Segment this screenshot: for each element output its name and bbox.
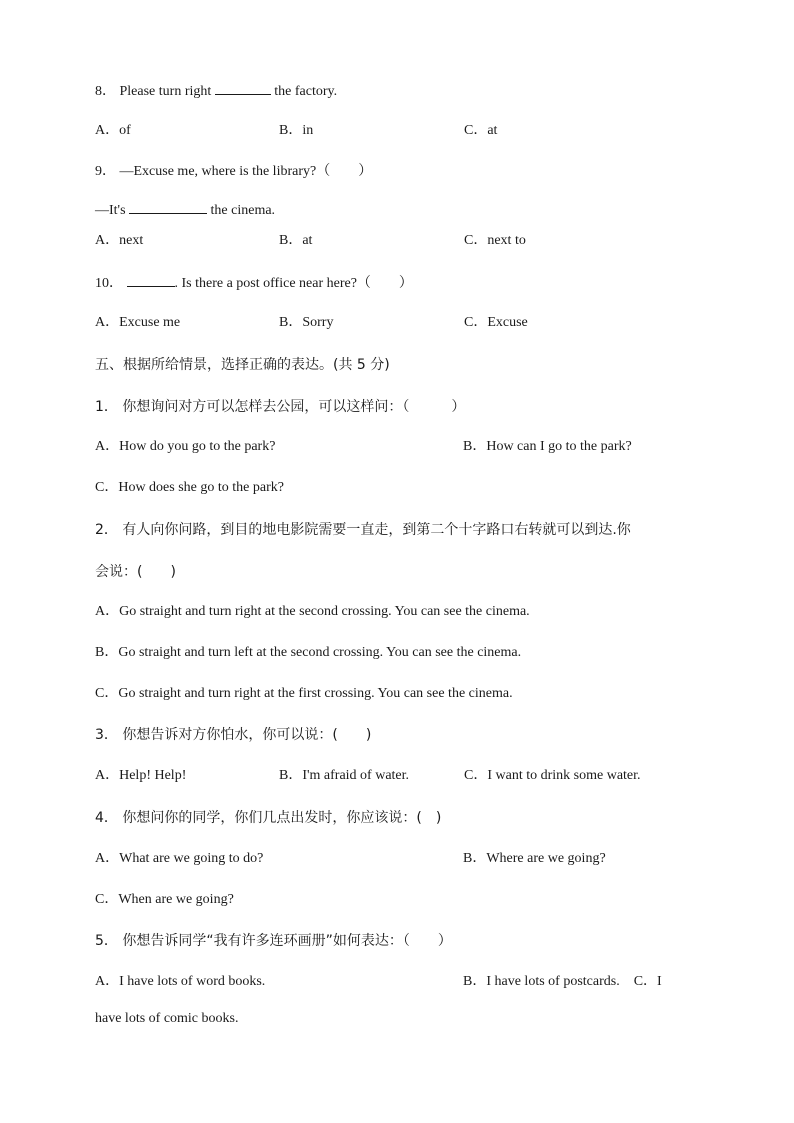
- option-b[interactable]: B．Go straight and turn left at the second crossing. You can see the cinema.: [95, 645, 522, 660]
- option-b[interactable]: B．I'm afraid of water.: [279, 768, 410, 783]
- situation-question-4: 4． 你想问你的同学，你们几点出发时，你应该说：( ): [95, 810, 442, 826]
- option-b-and-c[interactable]: B．I have lots of postcards. C．I: [463, 974, 662, 989]
- option-a[interactable]: A．of: [95, 123, 131, 138]
- option-b[interactable]: B．in: [279, 123, 314, 138]
- situation-question-1: 1． 你想询问对方可以怎样去公园，可以这样问：（ ）: [95, 399, 466, 415]
- situation-question-2-line-2: 会说：( ): [95, 564, 176, 580]
- option-a[interactable]: A．I have lots of word books.: [95, 974, 266, 989]
- answer-blank[interactable]: [129, 199, 207, 214]
- question-number: 9．: [95, 164, 116, 179]
- situation-question-2-line-1: 2． 有人向你问路，到目的地电影院需要一直走，到第二个十字路口右转就可以到达.你: [95, 522, 631, 538]
- situation-question-5: 5． 你想告诉同学“我有许多连环画册”如何表达：（ ）: [95, 933, 452, 949]
- option-a[interactable]: A．What are we going to do?: [95, 851, 264, 866]
- question-number: 10．: [95, 276, 123, 291]
- option-c[interactable]: C．Excuse: [464, 315, 528, 330]
- option-b[interactable]: B．Sorry: [279, 315, 334, 330]
- question-text: —Excuse me, where is the library?（ ）: [119, 164, 373, 179]
- question-text-before-blank: Please turn right: [119, 84, 212, 99]
- question-9: [95, 162, 372, 182]
- option-a[interactable]: A．next: [95, 233, 144, 248]
- option-c[interactable]: C．I want to drink some water.: [464, 768, 641, 783]
- option-a[interactable]: A．How do you go to the park?: [95, 439, 276, 454]
- question-text: . Is there a post office near here?（ ）: [174, 276, 413, 291]
- answer-blank[interactable]: [127, 272, 175, 287]
- question-8: [95, 80, 337, 102]
- question-9-answer-line: [95, 199, 275, 221]
- option-c[interactable]: C．at: [464, 123, 498, 138]
- answer-blank[interactable]: [215, 80, 271, 95]
- answer-text-before-blank: —It's: [95, 203, 126, 218]
- question-number: 8．: [95, 84, 116, 99]
- option-c[interactable]: C．Go straight and turn right at the first crossing. You can see the cinema.: [95, 686, 513, 701]
- option-b[interactable]: B．at: [279, 233, 313, 248]
- question-10: [95, 272, 413, 294]
- answer-text-after-blank: the cinema.: [210, 203, 276, 218]
- section-heading: 五、根据所给情景，选择正确的表达。(共 5 分): [95, 357, 390, 373]
- option-b[interactable]: B．Where are we going?: [463, 851, 606, 866]
- question-text-after-blank: the factory.: [274, 84, 338, 99]
- option-a[interactable]: A．Excuse me: [95, 315, 181, 330]
- option-c[interactable]: C．next to: [464, 233, 526, 248]
- option-c[interactable]: C．How does she go to the park?: [95, 480, 284, 495]
- option-a[interactable]: A．Help! Help!: [95, 768, 187, 783]
- option-b[interactable]: B．How can I go to the park?: [463, 439, 632, 454]
- situation-question-3: 3． 你想告诉对方你怕水，你可以说：( ): [95, 727, 372, 743]
- option-a[interactable]: A．Go straight and turn right at the second crossing. You can see the cinema.: [95, 604, 530, 619]
- option-c-continued[interactable]: have lots of comic books.: [95, 1011, 239, 1026]
- option-c[interactable]: C．When are we going?: [95, 892, 234, 907]
